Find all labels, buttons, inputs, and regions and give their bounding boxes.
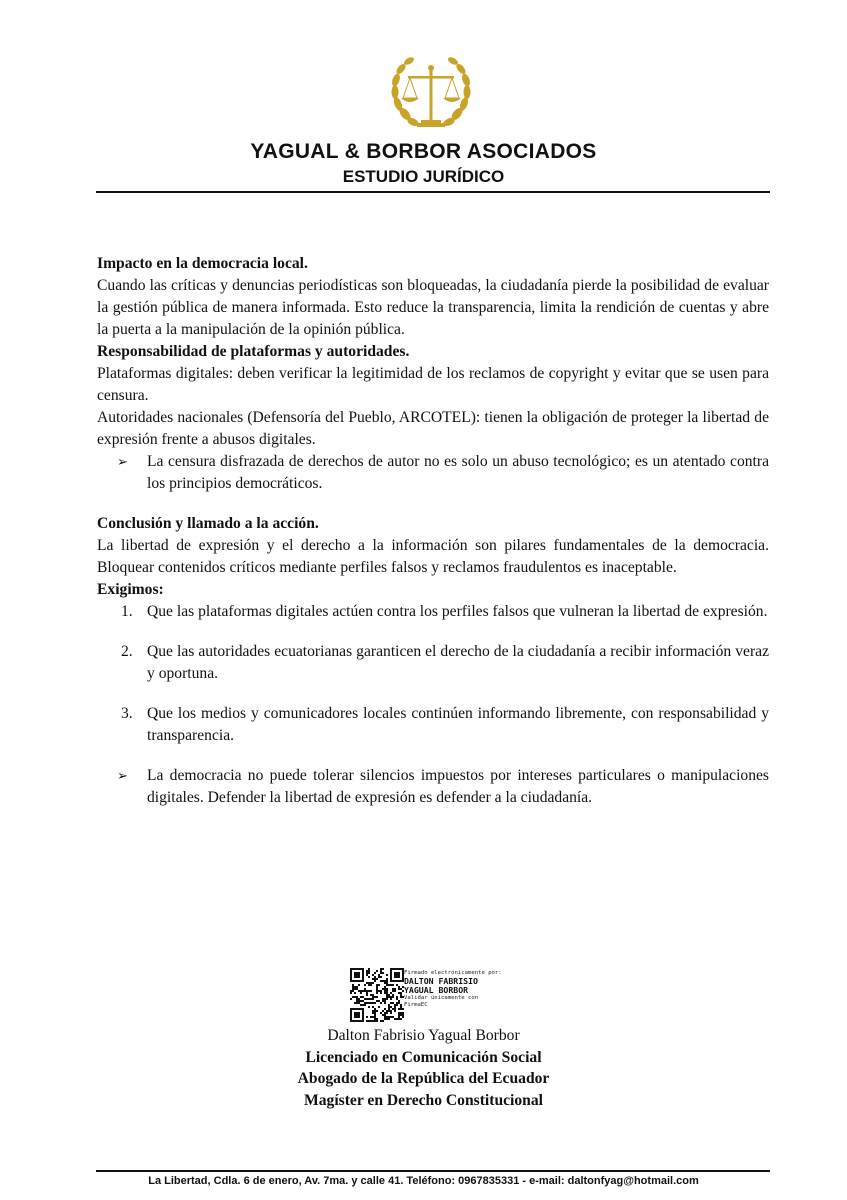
scales-of-justice-laurel-icon <box>383 52 479 138</box>
firm-subtitle: ESTUDIO JURÍDICO <box>342 167 505 186</box>
item-text: Que las plataformas digitales actúen contra los perfiles falsos que vulneran la libertad de expresión. <box>147 603 768 620</box>
arrow-bullet-icon: ➢ <box>117 454 128 469</box>
item-text: Que los medios y comunicadores locales continúen informando libremente, con responsabilidad y transparencia. <box>147 705 769 744</box>
footer-divider <box>96 1170 770 1172</box>
signature-line: Firmado electrónicamente por: <box>404 970 502 976</box>
section-heading-exigimos: Exigimos: <box>97 581 164 598</box>
section-heading-responsabilidad: Responsabilidad de plataformas y autoridades. <box>97 343 410 360</box>
signer-title: Magíster en Derecho Constitucional <box>304 1091 543 1109</box>
signature-name: DALTON FABRISIO <box>404 976 478 986</box>
signature-validation: Validar únicamente con FirmaEC <box>404 995 479 1008</box>
bullet-item <box>97 451 769 495</box>
footer-contact: La Libertad, Cdla. 6 de enero, Av. 7ma. y calle 41. Teléfono: 0967835331 - e-mail: daltonfyag@hotmail.com <box>148 1175 699 1187</box>
arrow-bullet-icon: ➢ <box>117 768 128 783</box>
header-divider <box>96 191 770 193</box>
signer-title: Abogado de la República del Ecuador <box>297 1070 550 1087</box>
item-text: Que las autoridades ecuatorianas garanticen el derecho de la ciudadanía a recibir información veraz y oportuna. <box>147 643 769 682</box>
numbered-item <box>97 703 769 747</box>
signer-block <box>0 1025 847 1111</box>
firm-name: YAGUAL & BORBOR ASOCIADOS <box>250 140 597 163</box>
numbered-item <box>97 601 769 623</box>
item-number: 1. <box>121 603 133 620</box>
qr-code-icon <box>350 968 404 1022</box>
bullet-text: La censura disfrazada de derechos de autor no es solo un abuso tecnológico; es un atentado contra los principios democráticos. <box>147 453 769 492</box>
section-heading-impacto: Impacto en la democracia local. <box>97 255 308 272</box>
item-number: 2. <box>121 643 133 660</box>
paragraph-impacto: Cuando las críticas y denuncias periodísticas son bloqueadas, la ciudadanía pierde la posibilidad de evaluar la gestión pública de manera informada. Esto reduce la transparencia, limita la rendición de cuentas y abre la puerta a la manipulación de la opinión pública. <box>97 277 769 338</box>
signature-surname: YAGUAL BORBOR <box>404 985 469 995</box>
signer-title: Licenciado en Comunicación Social <box>305 1048 542 1066</box>
numbered-item <box>97 641 769 685</box>
document-body <box>97 253 769 827</box>
section-heading-conclusion: Conclusión y llamado a la acción. <box>97 515 319 532</box>
bullet-item <box>97 765 769 809</box>
bullet-text: La democracia no puede tolerar silencios impuestos por intereses particulares o manipulaciones digitales. Defender la libertad de expresión es defender a la ciudadanía. <box>147 767 769 806</box>
paragraph-plataformas: Plataformas digitales: deben verificar la legitimidad de los reclamos de copyright y evitar que se usen para censura. <box>97 365 769 404</box>
paragraph-autoridades: Autoridades nacionales (Defensoría del Pueblo, ARCOTEL): tienen la obligación de proteger la libertad de expresión frente a abusos digitales. <box>97 409 769 448</box>
electronic-signature-stamp <box>404 970 504 1009</box>
signer-name: Dalton Fabrisio Yagual Borbor <box>327 1027 520 1044</box>
paragraph-conclusion: La libertad de expresión y el derecho a la información son pilares fundamentales de la democracia. Bloquear contenidos críticos mediante perfiles falsos y reclamos fraudulentos es inaceptable. <box>97 537 769 576</box>
item-number: 3. <box>121 705 133 722</box>
